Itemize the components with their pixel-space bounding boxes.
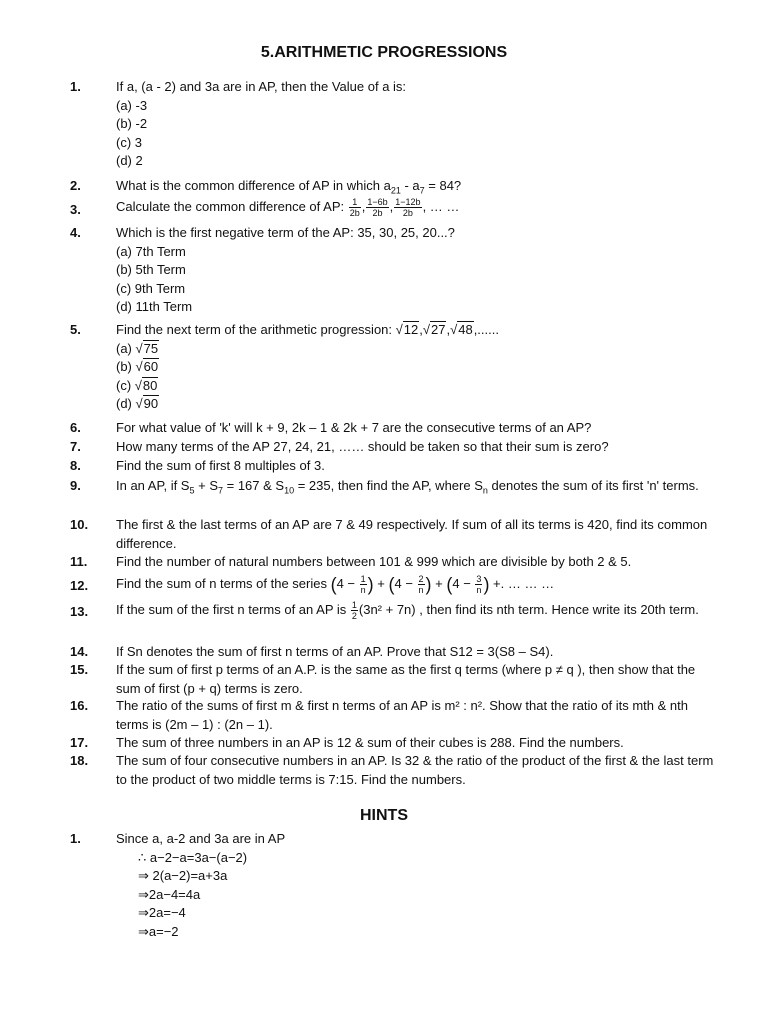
option-b: (b) √60 [116, 359, 159, 374]
question-text: In an AP, if $S_5 + S_7 = 167$ & $S_{10} = 235$, then find the AP, where $S_n$ denotes the sum of its first 'n' terms. [116, 478, 699, 496]
question-text: If a, (a - 2) and 3a are in AP, then the Value of a is: [116, 79, 407, 94]
option-c: (c) 9th Term [116, 280, 186, 296]
question-14 [70, 643, 720, 662]
question-number: 5. [70, 322, 81, 337]
question-number: 13. [70, 604, 89, 619]
question-number: 7. [70, 439, 81, 454]
question-number: 15. [70, 662, 89, 677]
question-7 [70, 438, 720, 457]
question-number: 12. [70, 578, 89, 593]
question-12 [70, 574, 720, 595]
question-text: Which is the first negative term of the AP: 35, 30, 25, 20...? [116, 225, 455, 240]
question-5 [70, 321, 720, 414]
option-d: (d) √90 [116, 396, 159, 411]
question-number: 14. [70, 644, 89, 659]
question-number: 18. [70, 753, 89, 768]
question-text: For what value of 'k' will k + 9, 2k – 1 & 2k + 7 are the consecutive terms of an AP? [116, 420, 592, 435]
question-text: Calculate the common difference of AP: $\frac{1}{2b}$ , $\frac{1-6b}{2b}$ , $\frac{1-12b}{2b}$ , … … [116, 197, 460, 218]
option-c: (c) 3 [116, 134, 142, 150]
question-number: 4. [70, 225, 81, 240]
question-text: The first & the last terms of an AP are 7 & 49 respectively. If sum of all its terms is 420, find its common difference. [116, 517, 708, 551]
question-18 [70, 752, 720, 789]
hint-step: ⇒ 2(a−2)=a+3a [138, 868, 228, 883]
question-text: The sum of three numbers in an AP is 12 & sum of their cubes is 288. Find the numbers. [116, 735, 624, 750]
hints-heading: HINTS [360, 807, 408, 824]
question-17 [70, 734, 720, 753]
question-number: 6. [70, 420, 81, 435]
question-text: The sum of four consecutive numbers in an AP. Is 32 & the ratio of the product of the first & the last term to the product of two middle terms is 7:15. Find the numbers. [116, 753, 714, 787]
question-number: 17. [70, 735, 89, 750]
fraction: $\frac{1-12b}{2b}$ [395, 197, 421, 218]
hint-step: ⇒a=−2 [138, 923, 179, 939]
question-3 [70, 197, 720, 218]
question-number: 10. [70, 517, 89, 532]
question-1 [70, 78, 720, 171]
question-9 [70, 477, 720, 500]
option-a: (a) -3 [116, 97, 148, 113]
hint-text: Since a, a-2 and 3a are in AP [116, 831, 286, 846]
question-number: 3. [70, 202, 81, 217]
option-d: (d) 2 [116, 153, 143, 168]
question-text: Find the sum of first 8 multiples of 3. [116, 458, 325, 473]
question-text: The ratio of the sums of first m & first n terms of an AP is m² : n². Show that the ratio of its mth & nth terms is (2m – 1) : (2n – 1). [116, 698, 688, 732]
question-16 [70, 697, 720, 734]
question-text: Find the next term of the arithmetic progression: √12,√27,√48,...... [116, 322, 499, 337]
question-number: 11. [70, 554, 88, 569]
question-number: 8. [70, 458, 81, 473]
question-6 [70, 419, 720, 438]
question-number: 9. [70, 478, 81, 493]
question-11 [70, 553, 720, 572]
question-number: 2. [70, 178, 81, 193]
hint-1 [70, 830, 720, 941]
question-text: Find the sum of n terms of the series (4 − $\frac{1}{n}$ ) + (4 − $\frac{2}{n}$ ) + (4 − $\frac{3}{n}$ ) +. … … … [116, 574, 555, 595]
option-c: (c) √80 [116, 377, 158, 393]
option-b: (b) 5th Term [116, 262, 186, 277]
option-d: (d) 11th Term [116, 299, 193, 314]
question-13 [70, 600, 720, 621]
question-text: If Sn denotes the sum of first n terms of an AP. Prove that S12 = 3(S8 – S4). [116, 644, 554, 659]
question-number: 16. [70, 698, 89, 713]
question-text: If the sum of first p terms of an A.P. is the same as the first q terms (where p ≠ q ), then show that the sum of first (p + q) terms is zero. [116, 662, 696, 696]
question-15 [70, 661, 720, 698]
page-title: 5.ARITHMETIC PROGRESSIONS [260, 44, 508, 61]
question-8 [70, 457, 720, 476]
hint-step: ⇒2a−4=4a [138, 886, 201, 902]
question-text: Find the number of natural numbers between 101 & 999 which are divisible by both 2 & 5. [116, 554, 632, 569]
hint-step: ⇒2a=−4 [138, 905, 186, 920]
hint-step: ∴ a−2−a=3a−(a−2) [138, 849, 248, 865]
question-number: 1. [70, 79, 81, 94]
question-10 [70, 516, 720, 553]
question-text: If the sum of the first n terms of an AP is $\frac{1}{2}$ (3n² + 7n) , then find its nth term. Hence write its 20th term. [116, 600, 699, 621]
question-4 [70, 224, 720, 317]
hint-number: 1. [70, 831, 81, 846]
option-a: (a) √75 [116, 340, 159, 356]
option-a: (a) 7th Term [116, 243, 186, 259]
question-text: How many terms of the AP 27, 24, 21, …… should be taken so that their sum is zero? [116, 439, 609, 454]
fraction: $\frac{1-6b}{2b}$ [367, 197, 388, 218]
option-b: (b) -2 [116, 116, 148, 131]
fraction: $\frac{1}{2b}$ [349, 197, 360, 218]
question-text: What is the common difference of AP in which $a_{21} - a_7 = 84$? [116, 178, 462, 196]
